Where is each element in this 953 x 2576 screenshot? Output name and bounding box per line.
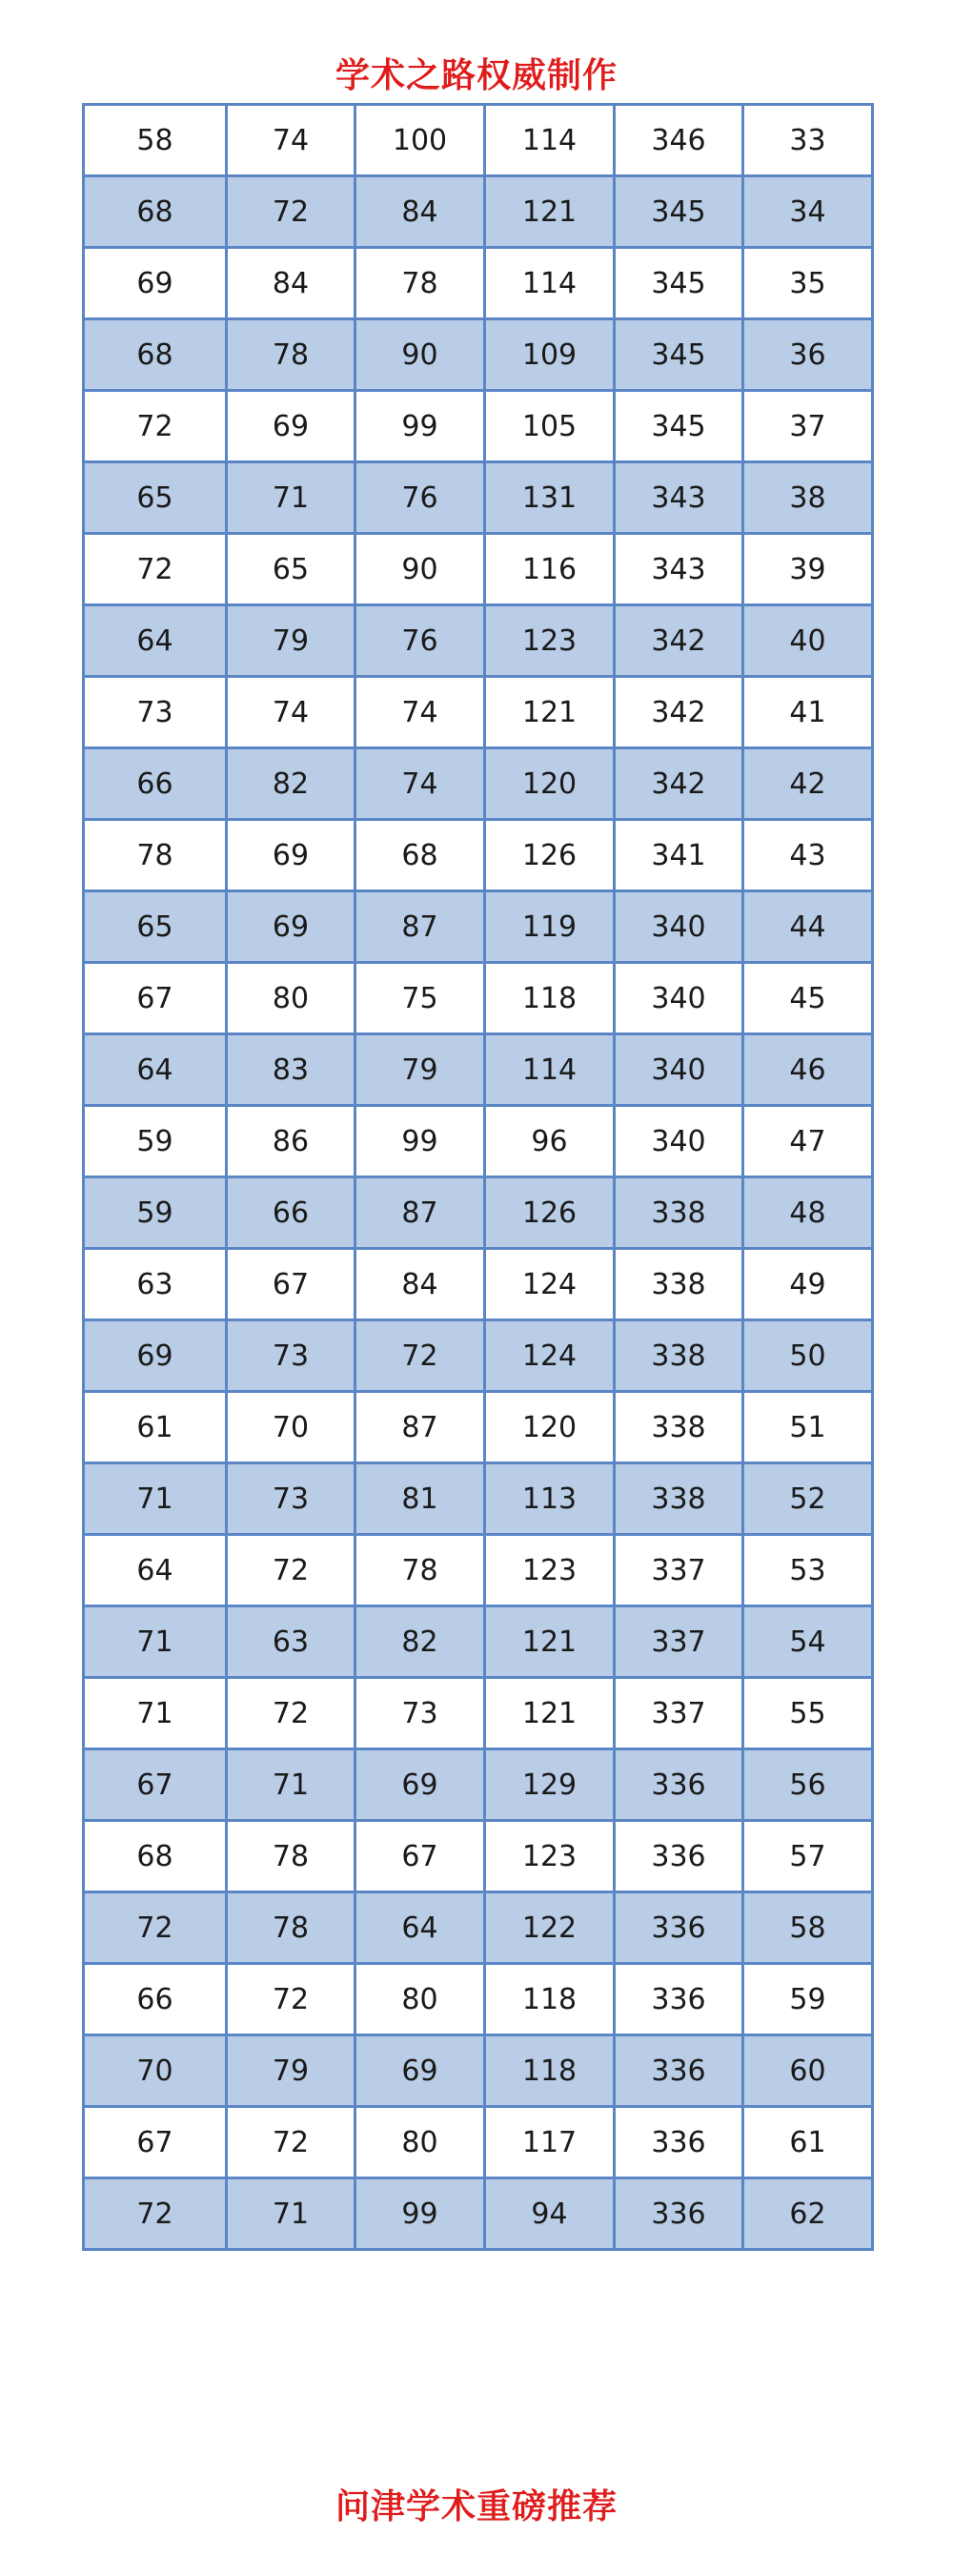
table-cell: 67 xyxy=(84,1749,227,1821)
table-cell: 38 xyxy=(743,462,873,534)
table-cell: 65 xyxy=(227,534,355,605)
table-cell: 345 xyxy=(615,391,743,462)
table-cell: 64 xyxy=(84,1535,227,1606)
table-cell: 337 xyxy=(615,1606,743,1678)
table-cell: 82 xyxy=(227,748,355,820)
table-cell: 63 xyxy=(84,1249,227,1320)
table-cell: 79 xyxy=(227,605,355,677)
table-cell: 74 xyxy=(355,748,485,820)
table-cell: 94 xyxy=(485,2178,615,2250)
table-cell: 35 xyxy=(743,248,873,319)
table-cell: 78 xyxy=(355,1535,485,1606)
table-cell: 71 xyxy=(84,1678,227,1749)
table-cell: 124 xyxy=(485,1320,615,1392)
table-row xyxy=(84,1535,873,1606)
table-cell: 69 xyxy=(227,820,355,891)
table-row xyxy=(84,1463,873,1535)
table-cell: 338 xyxy=(615,1320,743,1392)
table-cell: 71 xyxy=(84,1463,227,1535)
table-row xyxy=(84,176,873,248)
table-cell: 90 xyxy=(355,534,485,605)
table-cell: 48 xyxy=(743,1177,873,1249)
table-cell: 66 xyxy=(84,748,227,820)
table-cell: 69 xyxy=(355,2035,485,2107)
table-row xyxy=(84,2107,873,2178)
table-cell: 75 xyxy=(355,963,485,1034)
table-cell: 69 xyxy=(84,1320,227,1392)
table-cell: 83 xyxy=(227,1034,355,1106)
table-cell: 63 xyxy=(227,1606,355,1678)
table-cell: 67 xyxy=(227,1249,355,1320)
table-cell: 343 xyxy=(615,462,743,534)
table-cell: 72 xyxy=(227,1678,355,1749)
table-cell: 44 xyxy=(743,891,873,963)
table-cell: 121 xyxy=(485,1678,615,1749)
table-cell: 39 xyxy=(743,534,873,605)
table-cell: 71 xyxy=(227,1749,355,1821)
table-cell: 52 xyxy=(743,1463,873,1535)
table-cell: 118 xyxy=(485,2035,615,2107)
table-cell: 59 xyxy=(84,1177,227,1249)
table-cell: 41 xyxy=(743,677,873,748)
table-cell: 73 xyxy=(227,1320,355,1392)
table-cell: 336 xyxy=(615,1964,743,2035)
table-cell: 73 xyxy=(355,1678,485,1749)
table-cell: 341 xyxy=(615,820,743,891)
table-cell: 100 xyxy=(355,105,485,176)
table-cell: 118 xyxy=(485,1964,615,2035)
table-cell: 69 xyxy=(84,248,227,319)
table-cell: 126 xyxy=(485,1177,615,1249)
table-cell: 340 xyxy=(615,1034,743,1106)
table-cell: 72 xyxy=(84,391,227,462)
table-row xyxy=(84,534,873,605)
table-cell: 61 xyxy=(743,2107,873,2178)
table-cell: 338 xyxy=(615,1392,743,1463)
table-cell: 69 xyxy=(355,1749,485,1821)
table-cell: 114 xyxy=(485,248,615,319)
table-cell: 121 xyxy=(485,1606,615,1678)
table-row xyxy=(84,2178,873,2250)
table-cell: 336 xyxy=(615,1892,743,1964)
table-cell: 340 xyxy=(615,891,743,963)
table-row xyxy=(84,462,873,534)
table-cell: 72 xyxy=(227,2107,355,2178)
table-cell: 74 xyxy=(227,105,355,176)
table-cell: 78 xyxy=(227,319,355,391)
table-cell: 79 xyxy=(355,1034,485,1106)
table-row xyxy=(84,1892,873,1964)
table-row xyxy=(84,319,873,391)
table-cell: 71 xyxy=(84,1606,227,1678)
table-cell: 55 xyxy=(743,1678,873,1749)
table-row xyxy=(84,1678,873,1749)
table-cell: 53 xyxy=(743,1535,873,1606)
table-cell: 105 xyxy=(485,391,615,462)
table-cell: 123 xyxy=(485,605,615,677)
table-cell: 70 xyxy=(84,2035,227,2107)
table-cell: 84 xyxy=(355,176,485,248)
table-cell: 72 xyxy=(227,176,355,248)
table-cell: 131 xyxy=(485,462,615,534)
table-cell: 99 xyxy=(355,2178,485,2250)
table-cell: 87 xyxy=(355,1177,485,1249)
table-cell: 68 xyxy=(84,319,227,391)
table-cell: 113 xyxy=(485,1463,615,1535)
table-cell: 58 xyxy=(743,1892,873,1964)
table-cell: 69 xyxy=(227,891,355,963)
table-cell: 62 xyxy=(743,2178,873,2250)
table-row xyxy=(84,963,873,1034)
table-cell: 114 xyxy=(485,1034,615,1106)
table-cell: 74 xyxy=(227,677,355,748)
table-row xyxy=(84,820,873,891)
table-cell: 82 xyxy=(355,1606,485,1678)
table-cell: 336 xyxy=(615,2107,743,2178)
table-row xyxy=(84,1749,873,1821)
table-cell: 80 xyxy=(227,963,355,1034)
table-cell: 340 xyxy=(615,1106,743,1177)
table-cell: 86 xyxy=(227,1106,355,1177)
table-cell: 99 xyxy=(355,391,485,462)
table-cell: 123 xyxy=(485,1535,615,1606)
table-row xyxy=(84,1821,873,1892)
table-cell: 34 xyxy=(743,176,873,248)
table-cell: 78 xyxy=(84,820,227,891)
table-cell: 120 xyxy=(485,1392,615,1463)
table-cell: 76 xyxy=(355,462,485,534)
table-cell: 338 xyxy=(615,1177,743,1249)
table-cell: 80 xyxy=(355,2107,485,2178)
table-cell: 346 xyxy=(615,105,743,176)
table-cell: 340 xyxy=(615,963,743,1034)
table-cell: 76 xyxy=(355,605,485,677)
table-cell: 338 xyxy=(615,1249,743,1320)
table-cell: 68 xyxy=(84,176,227,248)
table-cell: 342 xyxy=(615,677,743,748)
table-cell: 66 xyxy=(84,1964,227,2035)
table-cell: 84 xyxy=(355,1249,485,1320)
table-row xyxy=(84,248,873,319)
table-cell: 80 xyxy=(355,1964,485,2035)
table-cell: 343 xyxy=(615,534,743,605)
table-cell: 96 xyxy=(485,1106,615,1177)
table-cell: 120 xyxy=(485,748,615,820)
table-row xyxy=(84,105,873,176)
table-cell: 109 xyxy=(485,319,615,391)
footer-recommendation: 问津学术重磅推荐 xyxy=(335,2487,618,2526)
table-row xyxy=(84,677,873,748)
table-cell: 60 xyxy=(743,2035,873,2107)
table-cell: 54 xyxy=(743,1606,873,1678)
table-cell: 338 xyxy=(615,1463,743,1535)
table-cell: 50 xyxy=(743,1320,873,1392)
table-row xyxy=(84,1392,873,1463)
score-table xyxy=(82,103,874,2251)
table-cell: 78 xyxy=(227,1821,355,1892)
table-row xyxy=(84,748,873,820)
table-row xyxy=(84,391,873,462)
table-cell: 74 xyxy=(355,677,485,748)
table-cell: 118 xyxy=(485,963,615,1034)
table-cell: 67 xyxy=(84,2107,227,2178)
table-cell: 58 xyxy=(84,105,227,176)
table-cell: 43 xyxy=(743,820,873,891)
table-cell: 68 xyxy=(355,820,485,891)
table-cell: 119 xyxy=(485,891,615,963)
table-cell: 124 xyxy=(485,1249,615,1320)
table-cell: 61 xyxy=(84,1392,227,1463)
table-row xyxy=(84,1964,873,2035)
table-cell: 87 xyxy=(355,1392,485,1463)
table-cell: 78 xyxy=(227,1892,355,1964)
table-cell: 33 xyxy=(743,105,873,176)
table-cell: 49 xyxy=(743,1249,873,1320)
table-cell: 90 xyxy=(355,319,485,391)
table-cell: 79 xyxy=(227,2035,355,2107)
table-cell: 45 xyxy=(743,963,873,1034)
table-row xyxy=(84,605,873,677)
table-row xyxy=(84,1106,873,1177)
table-cell: 40 xyxy=(743,605,873,677)
table-cell: 73 xyxy=(227,1463,355,1535)
table-cell: 70 xyxy=(227,1392,355,1463)
table-cell: 117 xyxy=(485,2107,615,2178)
table-cell: 81 xyxy=(355,1463,485,1535)
table-cell: 336 xyxy=(615,2035,743,2107)
table-cell: 345 xyxy=(615,248,743,319)
table-row xyxy=(84,1320,873,1392)
table-cell: 67 xyxy=(355,1821,485,1892)
table-cell: 345 xyxy=(615,319,743,391)
table-cell: 121 xyxy=(485,677,615,748)
table-row xyxy=(84,1606,873,1678)
table-cell: 73 xyxy=(84,677,227,748)
table-cell: 99 xyxy=(355,1106,485,1177)
table-cell: 66 xyxy=(227,1177,355,1249)
table-cell: 65 xyxy=(84,891,227,963)
table-cell: 64 xyxy=(84,605,227,677)
table-cell: 342 xyxy=(615,748,743,820)
table-cell: 336 xyxy=(615,1821,743,1892)
table-cell: 72 xyxy=(84,534,227,605)
table-cell: 336 xyxy=(615,2178,743,2250)
table-cell: 64 xyxy=(84,1034,227,1106)
table-cell: 71 xyxy=(227,462,355,534)
table-cell: 72 xyxy=(355,1320,485,1392)
table-cell: 72 xyxy=(84,1892,227,1964)
table-cell: 336 xyxy=(615,1749,743,1821)
table-cell: 56 xyxy=(743,1749,873,1821)
table-cell: 116 xyxy=(485,534,615,605)
table-row xyxy=(84,1249,873,1320)
table-cell: 57 xyxy=(743,1821,873,1892)
table-cell: 345 xyxy=(615,176,743,248)
table-cell: 72 xyxy=(227,1535,355,1606)
table-cell: 337 xyxy=(615,1678,743,1749)
table-cell: 69 xyxy=(227,391,355,462)
table-cell: 78 xyxy=(355,248,485,319)
table-row xyxy=(84,2035,873,2107)
table-cell: 42 xyxy=(743,748,873,820)
page-title: 学术之路权威制作 xyxy=(335,56,618,95)
table-cell: 36 xyxy=(743,319,873,391)
table-row xyxy=(84,891,873,963)
table-cell: 59 xyxy=(743,1964,873,2035)
score-table-container xyxy=(82,103,871,2251)
table-cell: 84 xyxy=(227,248,355,319)
table-cell: 59 xyxy=(84,1106,227,1177)
table-row xyxy=(84,1177,873,1249)
table-row xyxy=(84,1034,873,1106)
table-cell: 64 xyxy=(355,1892,485,1964)
table-cell: 37 xyxy=(743,391,873,462)
table-cell: 87 xyxy=(355,891,485,963)
table-cell: 67 xyxy=(84,963,227,1034)
table-cell: 129 xyxy=(485,1749,615,1821)
table-cell: 126 xyxy=(485,820,615,891)
table-cell: 342 xyxy=(615,605,743,677)
table-cell: 72 xyxy=(84,2178,227,2250)
table-cell: 65 xyxy=(84,462,227,534)
table-cell: 51 xyxy=(743,1392,873,1463)
table-cell: 114 xyxy=(485,105,615,176)
table-cell: 121 xyxy=(485,176,615,248)
score-table-body xyxy=(84,105,873,2250)
table-cell: 122 xyxy=(485,1892,615,1964)
table-cell: 47 xyxy=(743,1106,873,1177)
table-cell: 337 xyxy=(615,1535,743,1606)
table-cell: 71 xyxy=(227,2178,355,2250)
table-cell: 68 xyxy=(84,1821,227,1892)
table-cell: 46 xyxy=(743,1034,873,1106)
table-cell: 123 xyxy=(485,1821,615,1892)
table-cell: 72 xyxy=(227,1964,355,2035)
